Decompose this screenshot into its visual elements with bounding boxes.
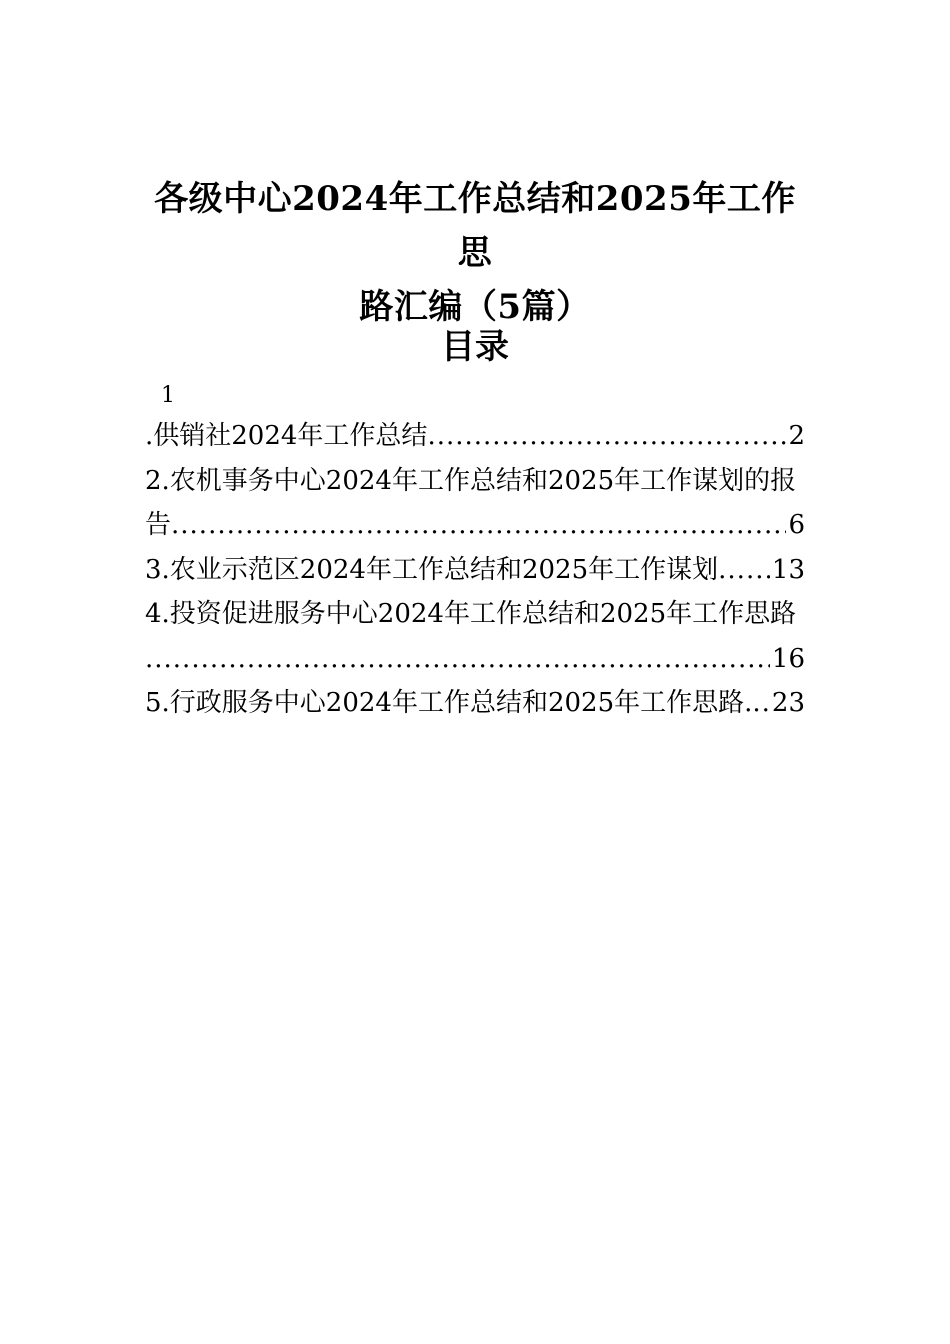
toc-entry-4-line-2[interactable] — [145, 637, 805, 682]
toc-entry-3-leader — [718, 548, 770, 593]
toc-entry-4-line-1[interactable] — [145, 592, 805, 637]
toc-entry-1-page: 2 — [788, 421, 805, 451]
toc-entry-3-title: 3.农业示范区2024年工作总结和2025年工作谋划 — [145, 554, 719, 585]
toc-entry-5-page: 23 — [771, 688, 805, 718]
toc-entry-5-title: 5.行政服务中心2024年工作总结和2025年工作思路. — [145, 688, 753, 718]
toc-entry-2-leader — [171, 503, 786, 548]
toc-entry-3[interactable] — [145, 548, 805, 593]
toc-entry-5-leader — [752, 681, 769, 726]
table-of-contents — [145, 378, 805, 726]
toc-entry-2-title: 2.农机事务中心2024年工作总结和2025年工作谋划的报 — [145, 465, 797, 496]
toc-entry-4-leader — [145, 637, 770, 682]
toc-entry-4-page: 16 — [771, 643, 805, 674]
toc-entry-1-title: .供销社2024年工作总结 — [145, 421, 428, 451]
toc-entry-2-title-cont: 告 — [145, 510, 172, 540]
toc-entry-4-title: 4.投资促进服务中心2024年工作总结和2025年工作思路 — [145, 599, 797, 629]
toc-entry-1-leader — [427, 414, 786, 459]
document-title-line-1: 各级中心2024年工作总结和2025年工作思 — [154, 179, 796, 273]
toc-entry-1[interactable] — [145, 414, 805, 459]
toc-entry-2-line-1[interactable] — [145, 459, 805, 504]
toc-entry-2-line-2[interactable] — [145, 503, 805, 548]
document-title-line-2: 路汇编（5篇） — [359, 287, 591, 327]
toc-entry-3-page: 13 — [771, 554, 805, 585]
document-title — [145, 172, 805, 334]
toc-entry-5[interactable] — [145, 681, 805, 726]
toc-heading: 目录 — [441, 327, 509, 367]
toc-entry-2-page: 6 — [788, 510, 805, 540]
toc-stray-number: 1 — [161, 383, 175, 408]
